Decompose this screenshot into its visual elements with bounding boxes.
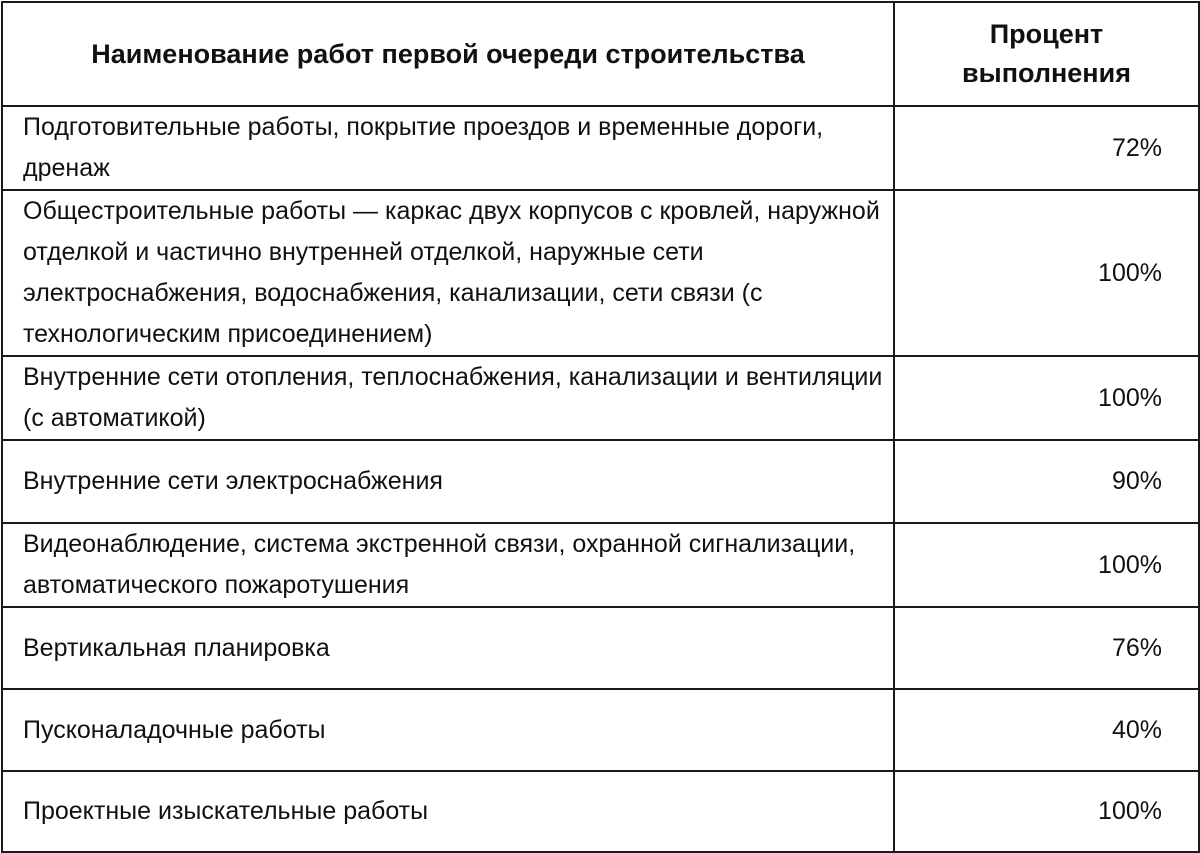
table-row xyxy=(2,689,1199,771)
header-row xyxy=(2,2,1199,106)
percent-cell: 72% xyxy=(894,106,1199,190)
work-name-cell: Пусконаладочные работы xyxy=(2,689,894,771)
table-row xyxy=(2,190,1199,356)
work-name-cell: Вертикальная планировка xyxy=(2,607,894,689)
table-row xyxy=(2,440,1199,523)
table-row xyxy=(2,106,1199,190)
header-percent: Процент выполнения xyxy=(894,2,1199,106)
percent-cell: 100% xyxy=(894,356,1199,440)
percent-cell: 90% xyxy=(894,440,1199,523)
work-name-cell: Проектные изыскательные работы xyxy=(2,771,894,852)
percent-cell: 76% xyxy=(894,607,1199,689)
work-name-cell: Общестроительные работы — каркас двух корпусов с кровлей, наружной отделкой и частично внутренней отделкой, наружные сети электроснабжения, водоснабжения, канализации, сети связи (с технологическим присоединением) xyxy=(2,190,894,356)
percent-cell: 100% xyxy=(894,771,1199,852)
work-name-cell: Внутренние сети отопления, теплоснабжения, канализации и вентиляции (с автоматикой) xyxy=(2,356,894,440)
percent-cell: 40% xyxy=(894,689,1199,771)
works-progress-table xyxy=(1,1,1200,853)
work-name-cell: Видеонаблюдение, система экстренной связи, охранной сигнализации, автоматического пожаротушения xyxy=(2,523,894,607)
header-work-name: Наименование работ первой очереди строительства xyxy=(2,2,894,106)
table-row xyxy=(2,356,1199,440)
table-row xyxy=(2,771,1199,852)
work-name-cell: Подготовительные работы, покрытие проездов и временные дороги, дренаж xyxy=(2,106,894,190)
table-row xyxy=(2,607,1199,689)
work-name-cell: Внутренние сети электроснабжения xyxy=(2,440,894,523)
table-row xyxy=(2,523,1199,607)
percent-cell: 100% xyxy=(894,523,1199,607)
percent-cell: 100% xyxy=(894,190,1199,356)
